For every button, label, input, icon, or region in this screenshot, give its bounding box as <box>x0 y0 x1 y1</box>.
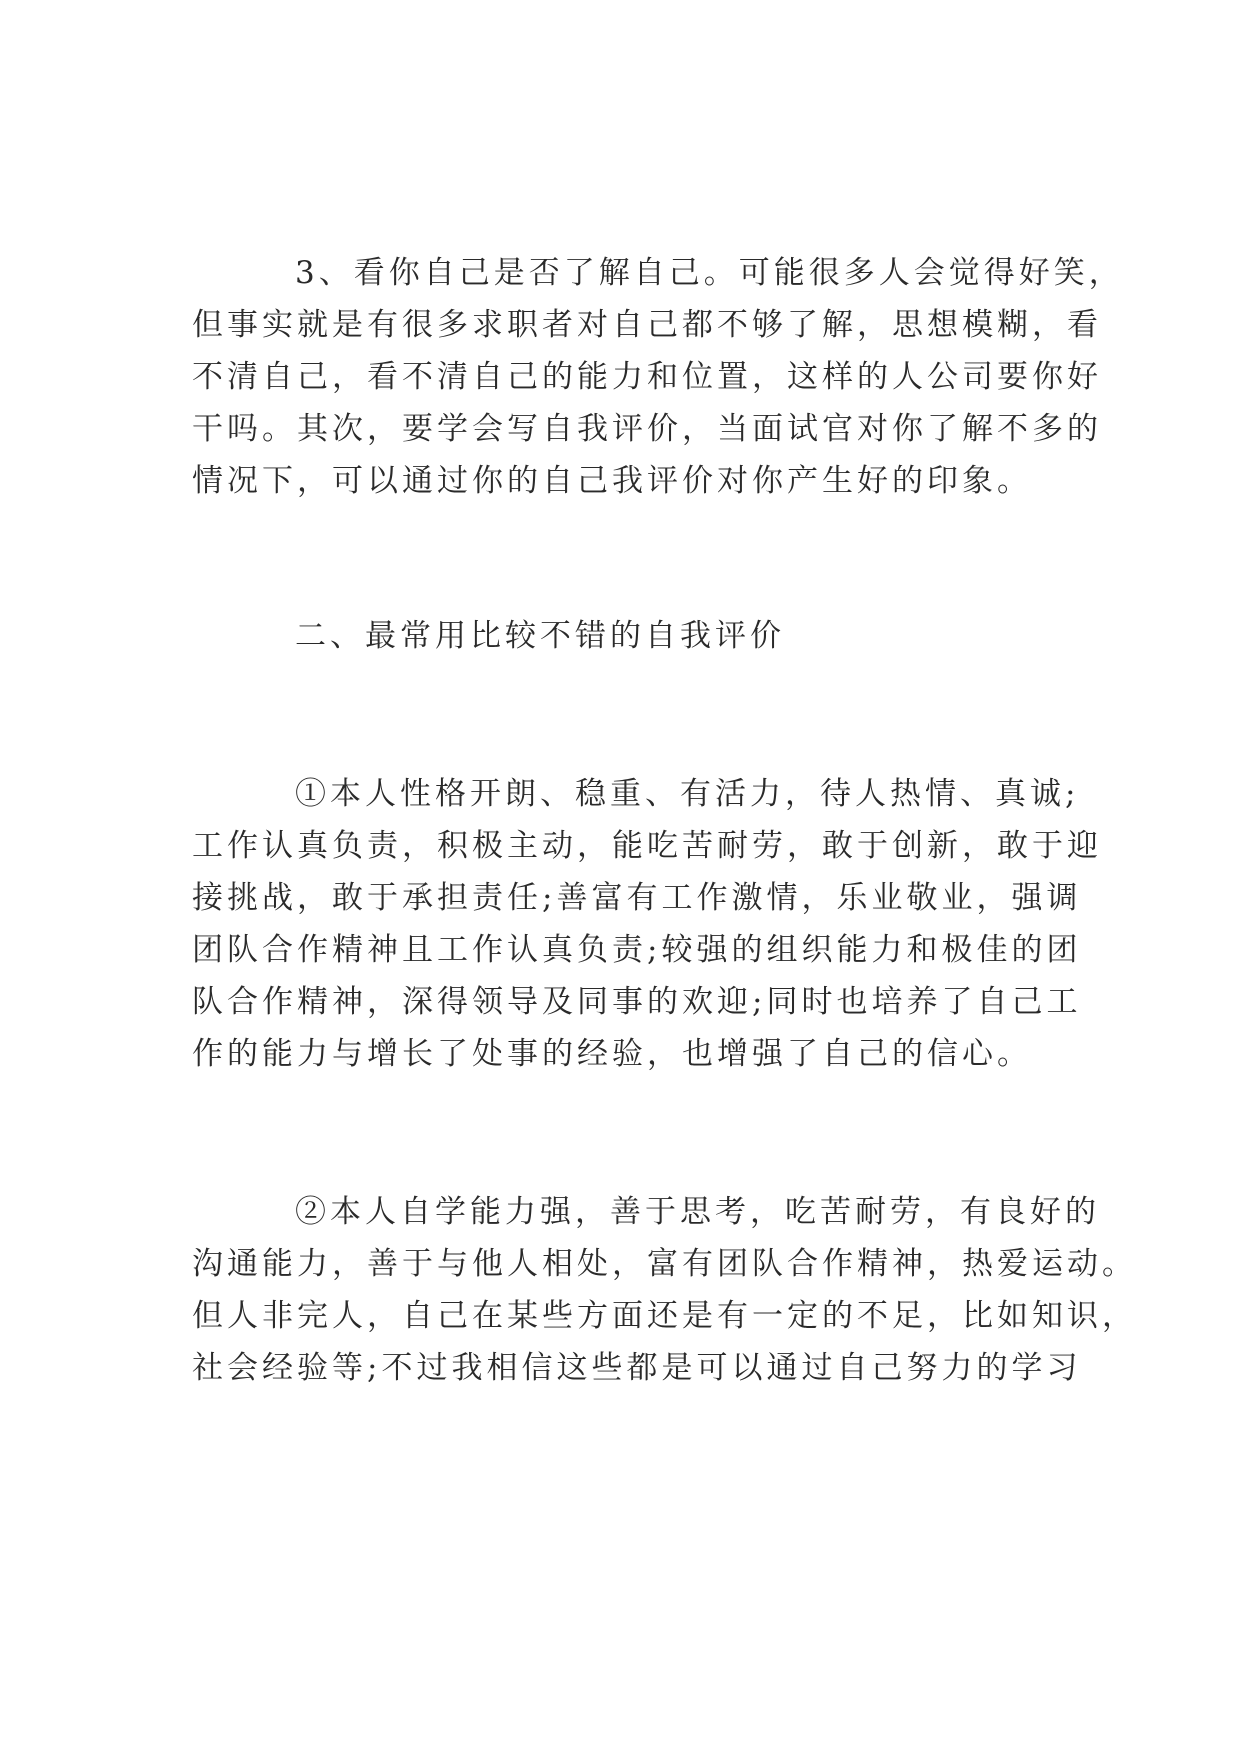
paragraph-line: ①本人性格开朗、稳重、有活力，待人热情、真诚; <box>295 776 1080 812</box>
paragraph-line: 工作认真负责，积极主动，能吃苦耐劳，敢于创新，敢于迎 <box>192 828 1102 864</box>
paragraph-line: 情况下，可以通过你的自己我评价对你产生好的印象。 <box>192 463 1032 499</box>
paragraph-line: 但事实就是有很多求职者对自己都不够了解，思想模糊，看 <box>192 307 1102 343</box>
paragraph-line: 沟通能力，善于与他人相处，富有团队合作精神，热爱运动。 <box>192 1246 1137 1282</box>
section-heading: 二、最常用比较不错的自我评价 <box>295 618 785 654</box>
paragraph-line: 干吗。其次，要学会写自我评价，当面试官对你了解不多的 <box>192 411 1102 447</box>
paragraph-line: 社会经验等;不过我相信这些都是可以通过自己努力的学习 <box>192 1350 1082 1386</box>
paragraph-line: 但人非完人，自己在某些方面还是有一定的不足，比如知识， <box>192 1298 1137 1334</box>
paragraph-line: 团队合作精神且工作认真负责;较强的组织能力和极佳的团 <box>192 932 1082 968</box>
paragraph-line: 3、看你自己是否了解自己。可能很多人会觉得好笑， <box>295 255 1124 291</box>
paragraph-line: ②本人自学能力强，善于思考，吃苦耐劳，有良好的 <box>295 1194 1100 1230</box>
paragraph-line: 接挑战，敢于承担责任;善富有工作激情，乐业敬业，强调 <box>192 880 1082 916</box>
paragraph-line: 作的能力与增长了处事的经验，也增强了自己的信心。 <box>192 1036 1032 1072</box>
paragraph-line: 队合作精神，深得领导及同事的欢迎;同时也培养了自己工 <box>192 984 1082 1020</box>
paragraph-line: 不清自己，看不清自己的能力和位置，这样的人公司要你好 <box>192 359 1102 395</box>
